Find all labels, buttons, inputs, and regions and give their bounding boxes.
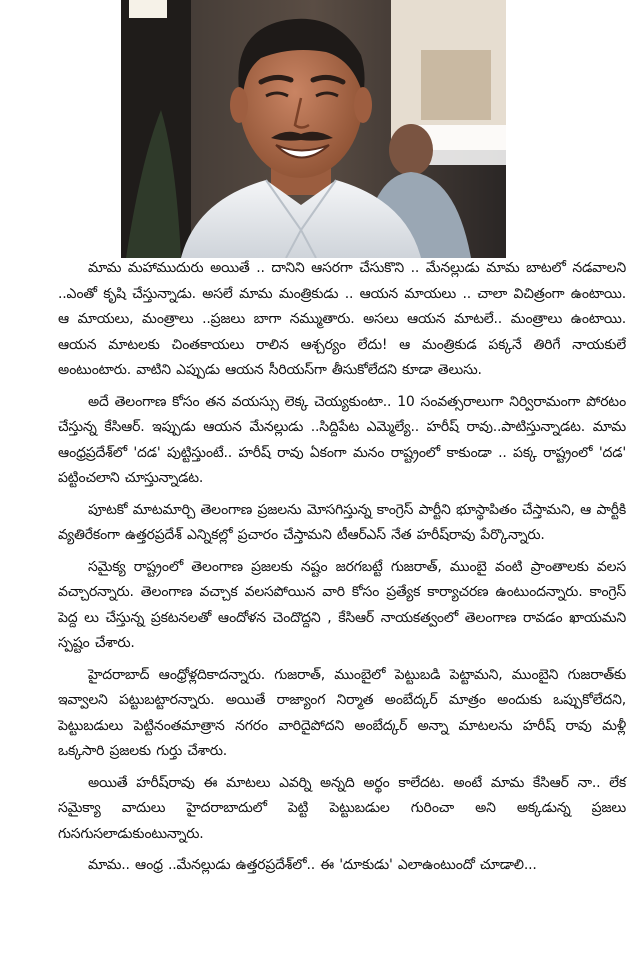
article-paragraph-4: సమైక్య రాష్ట్రంలో తెలంగాణ ప్రజలకు నష్టం జరగబట్టే గుజరాత్, ముంబై వంటి ప్రాంతాలకు వలస వచ్చారన్నారు. తెలంగాణ వచ్చాక వలసపోయిన వారి కోసం ప్రత్యేక కార్యాచరణ ఉంటుందన్నారు. కాంగ్రెస్ పెద్ద లు చేస్తున్న ప్రకటనలతో ఆందోళన చెందొద్దని , కేసిఆర్ నాయకత్వంలో తెలంగాణ రావడం ఖాయమని స్పష్టం చేశారు. [58,558,626,651]
article-paragraph-2: అదే తెలంగాణ కోసం తన వయస్సు లెక్క చెయ్యకుంటా.. 10 సంవత్సరాలుగా నిర్విరామంగా పోరటం చేస్తున్న కేసిఆర్. ఇప్పుడు ఆయన మేనల్లుడు ..సిద్దిపేట ఎమ్మెల్యే.. హరీష్ రావు..పాటిస్తున్నాడట. మామ ఆంధ్రప్రదేశ్‌లో 'దడ' పుట్టిస్తుంటే.. హరీష్ రావు ఏకంగా మనం రాష్ట్రంలో కాకుండా .. పక్క రాష్ట్రంలో 'దడ' పట్టించలాని చూస్తున్నాడట. [58,393,626,486]
portrait-illustration [121,0,506,258]
article-paragraph-3: పూటకో మాటమార్చి తెలంగాణ ప్రజలను మోసగిస్తున్న కాంగ్రెస్ పార్టీని భూస్థాపితం చేస్తామని, ఆ పార్టీకి వ్యతిరేకంగా ఉత్తరప్రదేశ్ ఎన్నికల్లో ప్రచారం చేస్తామని టీఆర్ఎస్ నేత హరీష్‌రావు పేర్కొన్నారు. [58,501,626,543]
article-body [58,256,626,885]
article-paragraph-1: మామ మహాముదురు అయితే .. దానిని ఆసరగా చేసుకొని .. మేనల్లుడు మామ బాటలో నడవాలని ..ఎంతో కృషి చేస్తున్నాడు. అసలే మామ మంత్రికుడు .. ఆయన మాయలు .. చాలా విచిత్రంగా ఉంటాయి. ఆ మాయలు, మంత్రాలు ..ప్రజలు బాగా నమ్ముతారు. అసలు ఆయన మాటలే.. మంత్రాలు ఉంటాయి. ఆయన మాటలకు చింతకాయలు రాలిన ఆశ్చర్యం లేదు! ఆ మంత్రికుడ పక్కనే తిరిగే నాయకులే అంటుంటారు. వాటిని ఎప్పుడు ఆయన సీరియస్‌గా తీసుకోలేదని కూడా తెలుసు. [58,260,626,378]
ceiling-light [129,0,167,18]
article-paragraph-7: మామ.. ఆంధ్ర ..మేనల్లుడు ఉత్తరప్రదేశ్‌లో.. ఈ 'దూకుడు' ఎలాఉంటుందో చూడాలి... [88,857,537,873]
article-photo [121,0,506,258]
article-paragraph-6: అయితే హరీష్‌రావు ఈ మాటలు ఎవర్ని అన్నది అర్థం కాలేదట. అంటే మామ కేసిఆర్ నా.. లేక సమైక్యా వాదులు హైదరాబాదులో పెట్టి పెట్టుబడుల గురించా అని అక్కడున్న ప్రజలు గుసగుసలాడుకుంటున్నారు. [58,774,626,842]
article-paragraph-5: హైదరాబాద్ ఆంధ్రోళ్లదికాదన్నారు. గుజరాత్, ముంబైలో పెట్టుబడి పెట్టామని, ముంబైని గుజరాత్‌కు ఇవ్వాలని పట్టుబట్టారన్నారు. అయితే రాజ్యాంగ నిర్మాత అంబేద్కర్ మాత్రం అందుకు ఒప్పుకోలేదని, పెట్టుబడులు పెట్టినంతమాత్రాన నగరం వారిదైపోదని అంబేద్కర్ అన్నా మాటలను హరీష్ రావు మళ్లీ ఒక్కసారి ప్రజలకు గుర్తు చేశారు. [58,666,626,759]
